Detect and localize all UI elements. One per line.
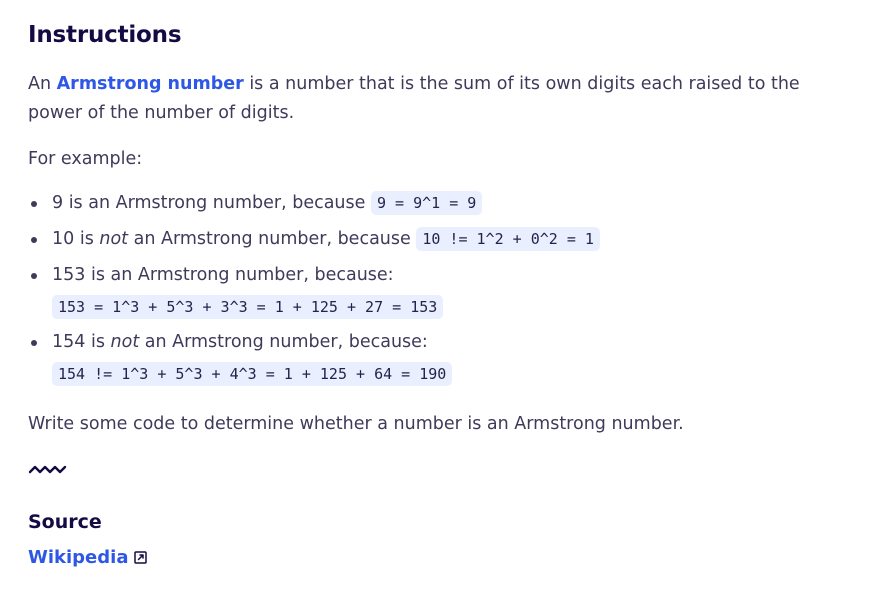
example-code: 154 != 1^3 + 5^3 + 4^3 = 1 + 125 + 64 = 190 (52, 362, 452, 386)
intro-paragraph (28, 70, 828, 128)
bullet-icon (31, 340, 37, 346)
emphasis-not: not (110, 332, 140, 352)
bullet-icon (31, 237, 37, 243)
example-intro: For example: (28, 149, 143, 169)
source-heading: Source (28, 511, 102, 533)
page-title: Instructions (28, 22, 182, 48)
example-text: 153 is an Armstrong number, because: (52, 265, 394, 285)
bullet-icon (31, 273, 37, 279)
list-item (28, 327, 828, 388)
example-code: 9 = 9^1 = 9 (371, 191, 482, 215)
armstrong-number-link[interactable]: Armstrong number (56, 74, 244, 94)
intro-text-before: An (28, 74, 57, 94)
example-code: 153 = 1^3 + 5^3 + 3^3 = 1 + 125 + 27 = 153 (52, 295, 443, 319)
example-text-post: an Armstrong number, because: (139, 332, 428, 352)
task-paragraph: Write some code to determine whether a number is an Armstrong number. (28, 414, 684, 434)
example-code: 10 != 1^2 + 0^2 = 1 (416, 227, 600, 251)
squiggle-divider-icon (28, 462, 68, 476)
bullet-icon (31, 201, 37, 207)
external-link-icon (134, 551, 147, 564)
list-item (28, 260, 828, 321)
wikipedia-link-label: Wikipedia (28, 547, 129, 568)
example-text-pre: 154 is (52, 332, 111, 352)
emphasis-not: not (99, 229, 129, 249)
intro-text-after: is a number that is the sum of its own digits each raised to the power of the number of digits. (28, 74, 800, 123)
list-item (28, 188, 828, 218)
example-text: 9 is an Armstrong number, because (52, 193, 371, 213)
list-item (28, 224, 828, 254)
example-text-post: an Armstrong number, because (128, 229, 417, 249)
wikipedia-link[interactable] (28, 547, 147, 568)
example-text-pre: 10 is (52, 229, 100, 249)
examples-list (28, 188, 828, 394)
